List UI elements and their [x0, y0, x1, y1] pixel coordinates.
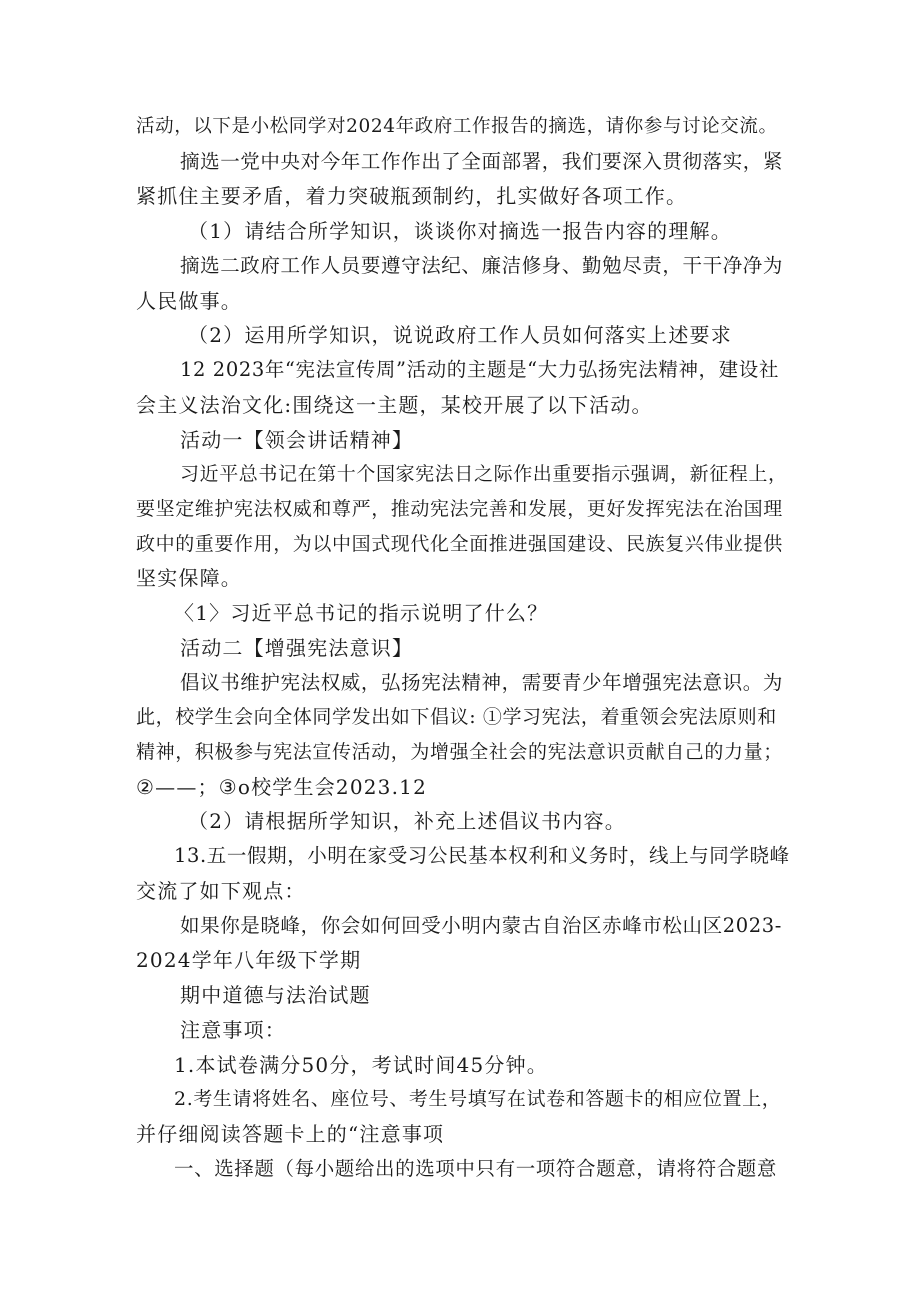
text-line: 2.考生请将姓名、座位号、考生号填写在试卷和答题卡的相应位置上，	[174, 1088, 782, 1110]
text-line: 13.五一假期，小明在家受习公民基本权利和义务时，线上与同学晓峰	[174, 844, 790, 867]
text-line: 要坚定维护宪法权威和尊严，推动宪法完善和发展，更好发挥宪法在治国理	[136, 498, 783, 520]
text-line: 活动二【增强宪法意识】	[180, 636, 414, 660]
text-line: （1）请结合所学知识，谈谈你对摘选一报告内容的理解。	[188, 219, 732, 243]
text-line: 政中的重要作用，为以中国式现代化全面推进强国建设、民族复兴伟业提供	[136, 533, 783, 555]
text-line: 坚实保障。	[136, 566, 242, 590]
text-line: 会主义法治文化:围绕这一主题，某校开展了以下活动。	[136, 393, 653, 417]
text-line: 活动，以下是小松同学对2024年政府工作报告的摘选，请你参与讨论交流。	[136, 116, 778, 137]
text-line: 人民做事。	[136, 289, 242, 313]
text-line: （2）运用所学知识，说说政府工作人员如何落实上述要求	[188, 323, 732, 347]
text-line: 活动一【领会讲话精神】	[180, 428, 414, 452]
text-line: 2024学年八年级下学期	[136, 948, 362, 972]
text-line: 习近平总书记在第十个国家宪法日之际作出重要指示强调，新征程上，	[180, 463, 788, 485]
text-line: 摘选一党中央对今年工作作出了全面部署，我们要深入贯彻落实，紧	[180, 150, 784, 173]
text-line: （2）请根据所学知识，补充上述倡议书内容。	[188, 809, 626, 833]
text-line: 一、选择题（每小题给出的选项中只有一项符合题意，请将符合题意	[174, 1157, 778, 1180]
text-line: 注意事项：	[180, 1018, 286, 1042]
text-line: 倡议书维护宪法权威，弘扬宪法精神，需要青少年增强宪法意识。为	[180, 671, 784, 694]
text-line: 1.本试卷满分50分，考试时间45分钟。	[174, 1053, 548, 1077]
text-line: 紧抓住主要矛盾，着力突破瓶颈制约，扎实做好各项工作。	[136, 184, 688, 208]
text-line: 12 2023年“宪法宣传周”活动的主题是“大力弘扬宪法精神，建设社	[180, 358, 779, 381]
text-line: 如果你是晓峰，你会如何回受小明内蒙古自治区赤峰市松山区2023-	[180, 914, 782, 937]
text-line: 期中道德与法治试题	[180, 983, 371, 1007]
text-line: 此，校学生会向全体同学发出如下倡议: ①学习宪法，着重领会宪法原则和	[136, 706, 777, 728]
text-line: 交流了如下观点：	[136, 879, 306, 903]
text-line: 并仔细阅读答题卡上的“注意事项	[136, 1122, 445, 1146]
text-line: 精神，积极参与宪法宣传活动，为增强全社会的宪法意识贡献自己的力量；	[136, 741, 783, 763]
text-line: ②——；③o校学生会2023.12	[136, 775, 428, 799]
text-line: 〈1〉习近平总书记的指示说明了什么？	[174, 601, 549, 625]
text-line: 摘选二政府工作人员要遵守法纪、廉洁修身、勤勉尽责，干干净净为	[180, 254, 784, 277]
